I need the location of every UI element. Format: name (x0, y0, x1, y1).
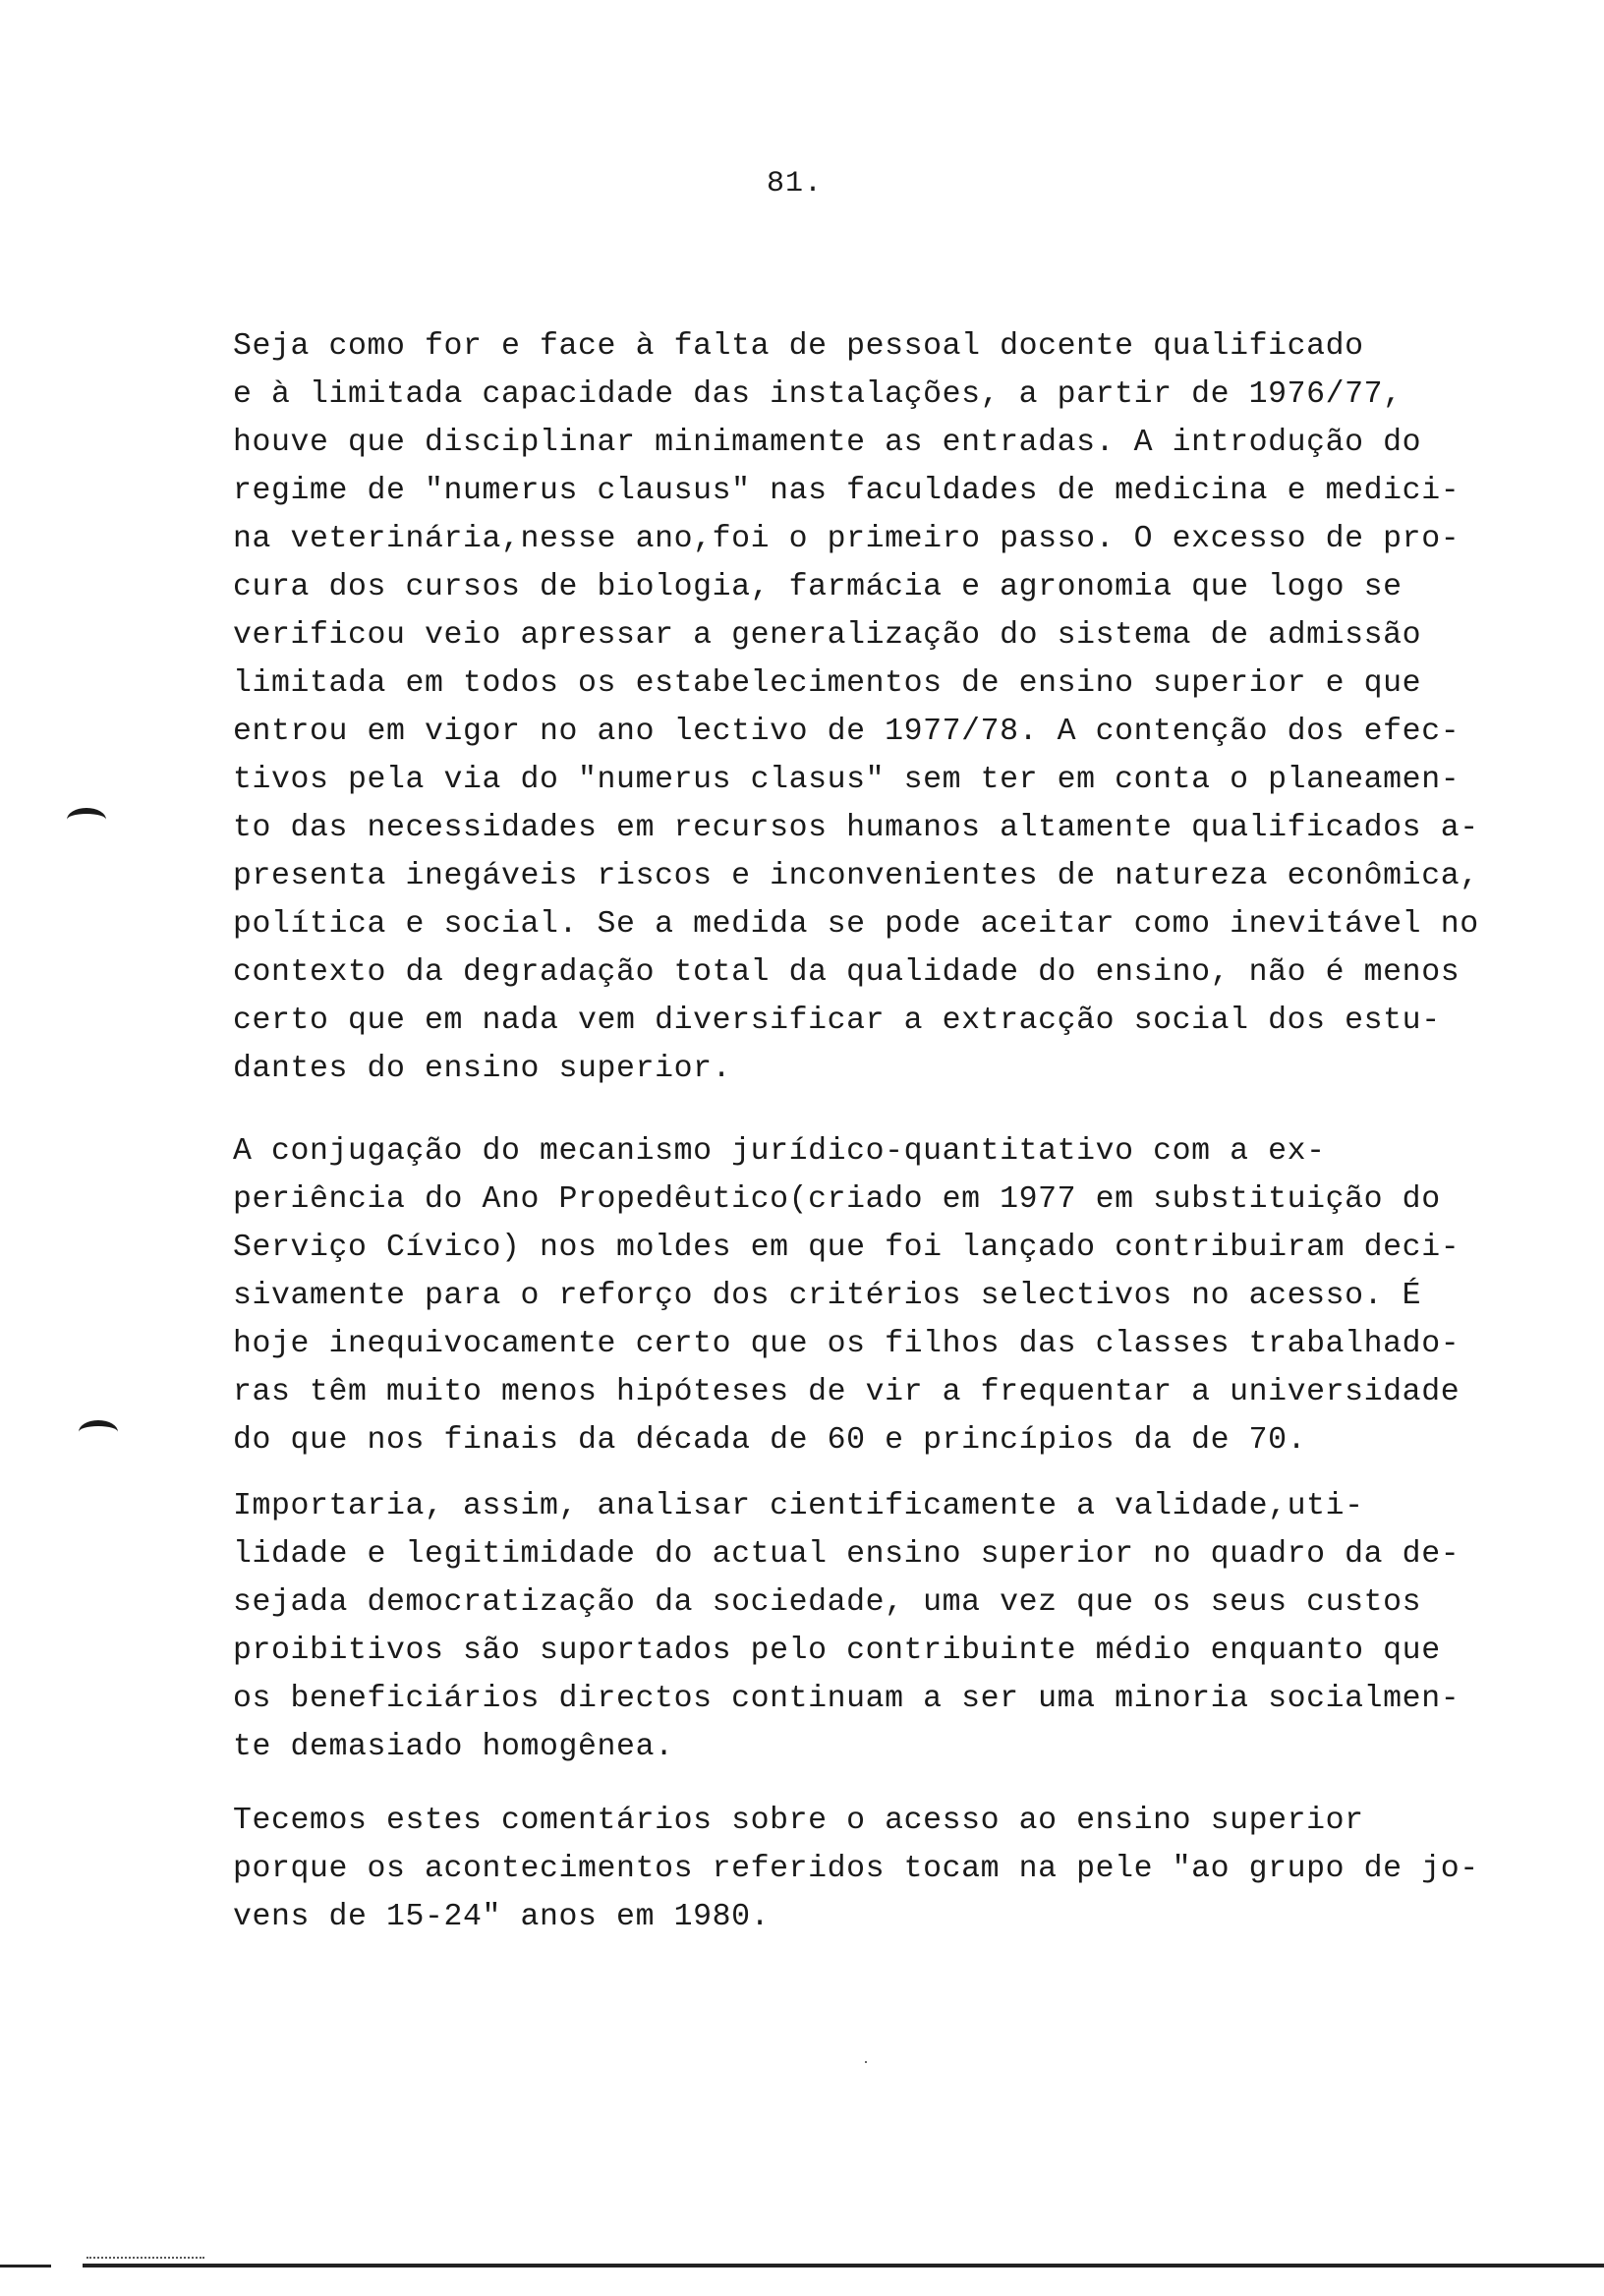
paragraph-line: te demasiado homogênea. (233, 1730, 674, 1764)
paragraph-2 (233, 1127, 1491, 1464)
bottom-rule-dots (86, 2257, 204, 2259)
paragraph-line: presenta inegáveis riscos e inconvenientes de natureza econômica, (233, 859, 1479, 893)
bottom-rule (83, 2264, 1604, 2267)
paragraph-line: lidade e legitimidade do actual ensino superior no quadro da de- (233, 1537, 1461, 1572)
paragraph-line: sejada democratização da sociedade, uma vez que os seus custos (233, 1585, 1422, 1620)
scan-speck (865, 2061, 867, 2063)
paragraph-line: regime de "numerus clausus" nas faculdades de medicina e medici- (233, 474, 1461, 508)
paragraph-line: Importaria, assim, analisar cientificamente a validade,uti- (233, 1489, 1364, 1523)
paragraph-line: houve que disciplinar minimamente as entradas. A introdução do (233, 426, 1422, 460)
paragraph-line: na veterinária,nesse ano,foi o primeiro passo. O excesso de pro- (233, 522, 1461, 556)
paragraph-line: porque os acontecimentos referidos tocam na pele "ao grupo de jo- (233, 1852, 1479, 1886)
paragraph-line: certo que em nada vem diversificar a extracção social dos estu- (233, 1004, 1441, 1038)
paragraph-line: to das necessidades em recursos humanos altamente qualificados a- (233, 811, 1479, 845)
paragraph-line: proibitivos são suportados pelo contribuinte médio enquanto que (233, 1634, 1441, 1668)
paragraph-line: ras têm muito menos hipóteses de vir a frequentar a universidade (233, 1375, 1461, 1409)
bottom-rule-left (0, 2265, 51, 2267)
paragraph-line: sivamente para o reforço dos critérios selectivos no acesso. É (233, 1279, 1422, 1313)
paragraph-line: limitada em todos os estabelecimentos de ensino superior e que (233, 666, 1422, 701)
paragraph-line: cura dos cursos de biologia, farmácia e agronomia que logo se (233, 570, 1403, 604)
paragraph-line: dantes do ensino superior. (233, 1052, 732, 1086)
paragraph-line: tivos pela via do "numerus clasus" sem ter em conta o planeamen- (233, 763, 1461, 797)
paragraph-line: contexto da degradação total da qualidade do ensino, não é menos (233, 955, 1461, 990)
paragraph-line: hoje inequivocamente certo que os filhos das classes trabalhado- (233, 1327, 1461, 1361)
paragraph-line: Seja como for e face à falta de pessoal docente qualificado (233, 329, 1364, 364)
paragraph-line: política e social. Se a medida se pode aceitar como inevitável no (233, 907, 1479, 942)
paragraph-line: entrou em vigor no ano lectivo de 1977/78. A contenção dos efec- (233, 715, 1461, 749)
page-number: 81. (767, 167, 824, 201)
paragraph-line: do que nos finais da década de 60 e princípios da de 70. (233, 1423, 1307, 1458)
paragraph-line: verificou veio apressar a generalização do sistema de admissão (233, 618, 1422, 653)
paragraph-3 (233, 1482, 1491, 1771)
margin-mark (67, 808, 106, 832)
paragraph-line: os beneficiários directos continuam a ser uma minoria socialmen- (233, 1682, 1461, 1716)
paragraph-line: vens de 15-24" anos em 1980. (233, 1900, 771, 1934)
paragraph-4 (233, 1797, 1491, 1941)
paragraph-line: Tecemos estes comentários sobre o acesso ao ensino superior (233, 1804, 1364, 1838)
paragraph-line: Serviço Cívico) nos moldes em que foi lançado contribuiram deci- (233, 1231, 1461, 1265)
paragraph-line: periência do Ano Propedêutico(criado em 1977 em substituição do (233, 1182, 1441, 1217)
paragraph-line: A conjugação do mecanismo jurídico-quantitativo com a ex- (233, 1134, 1326, 1169)
margin-mark (79, 1420, 118, 1444)
paragraph-1 (233, 322, 1491, 1093)
paragraph-line: e à limitada capacidade das instalações, a partir de 1976/77, (233, 377, 1403, 412)
